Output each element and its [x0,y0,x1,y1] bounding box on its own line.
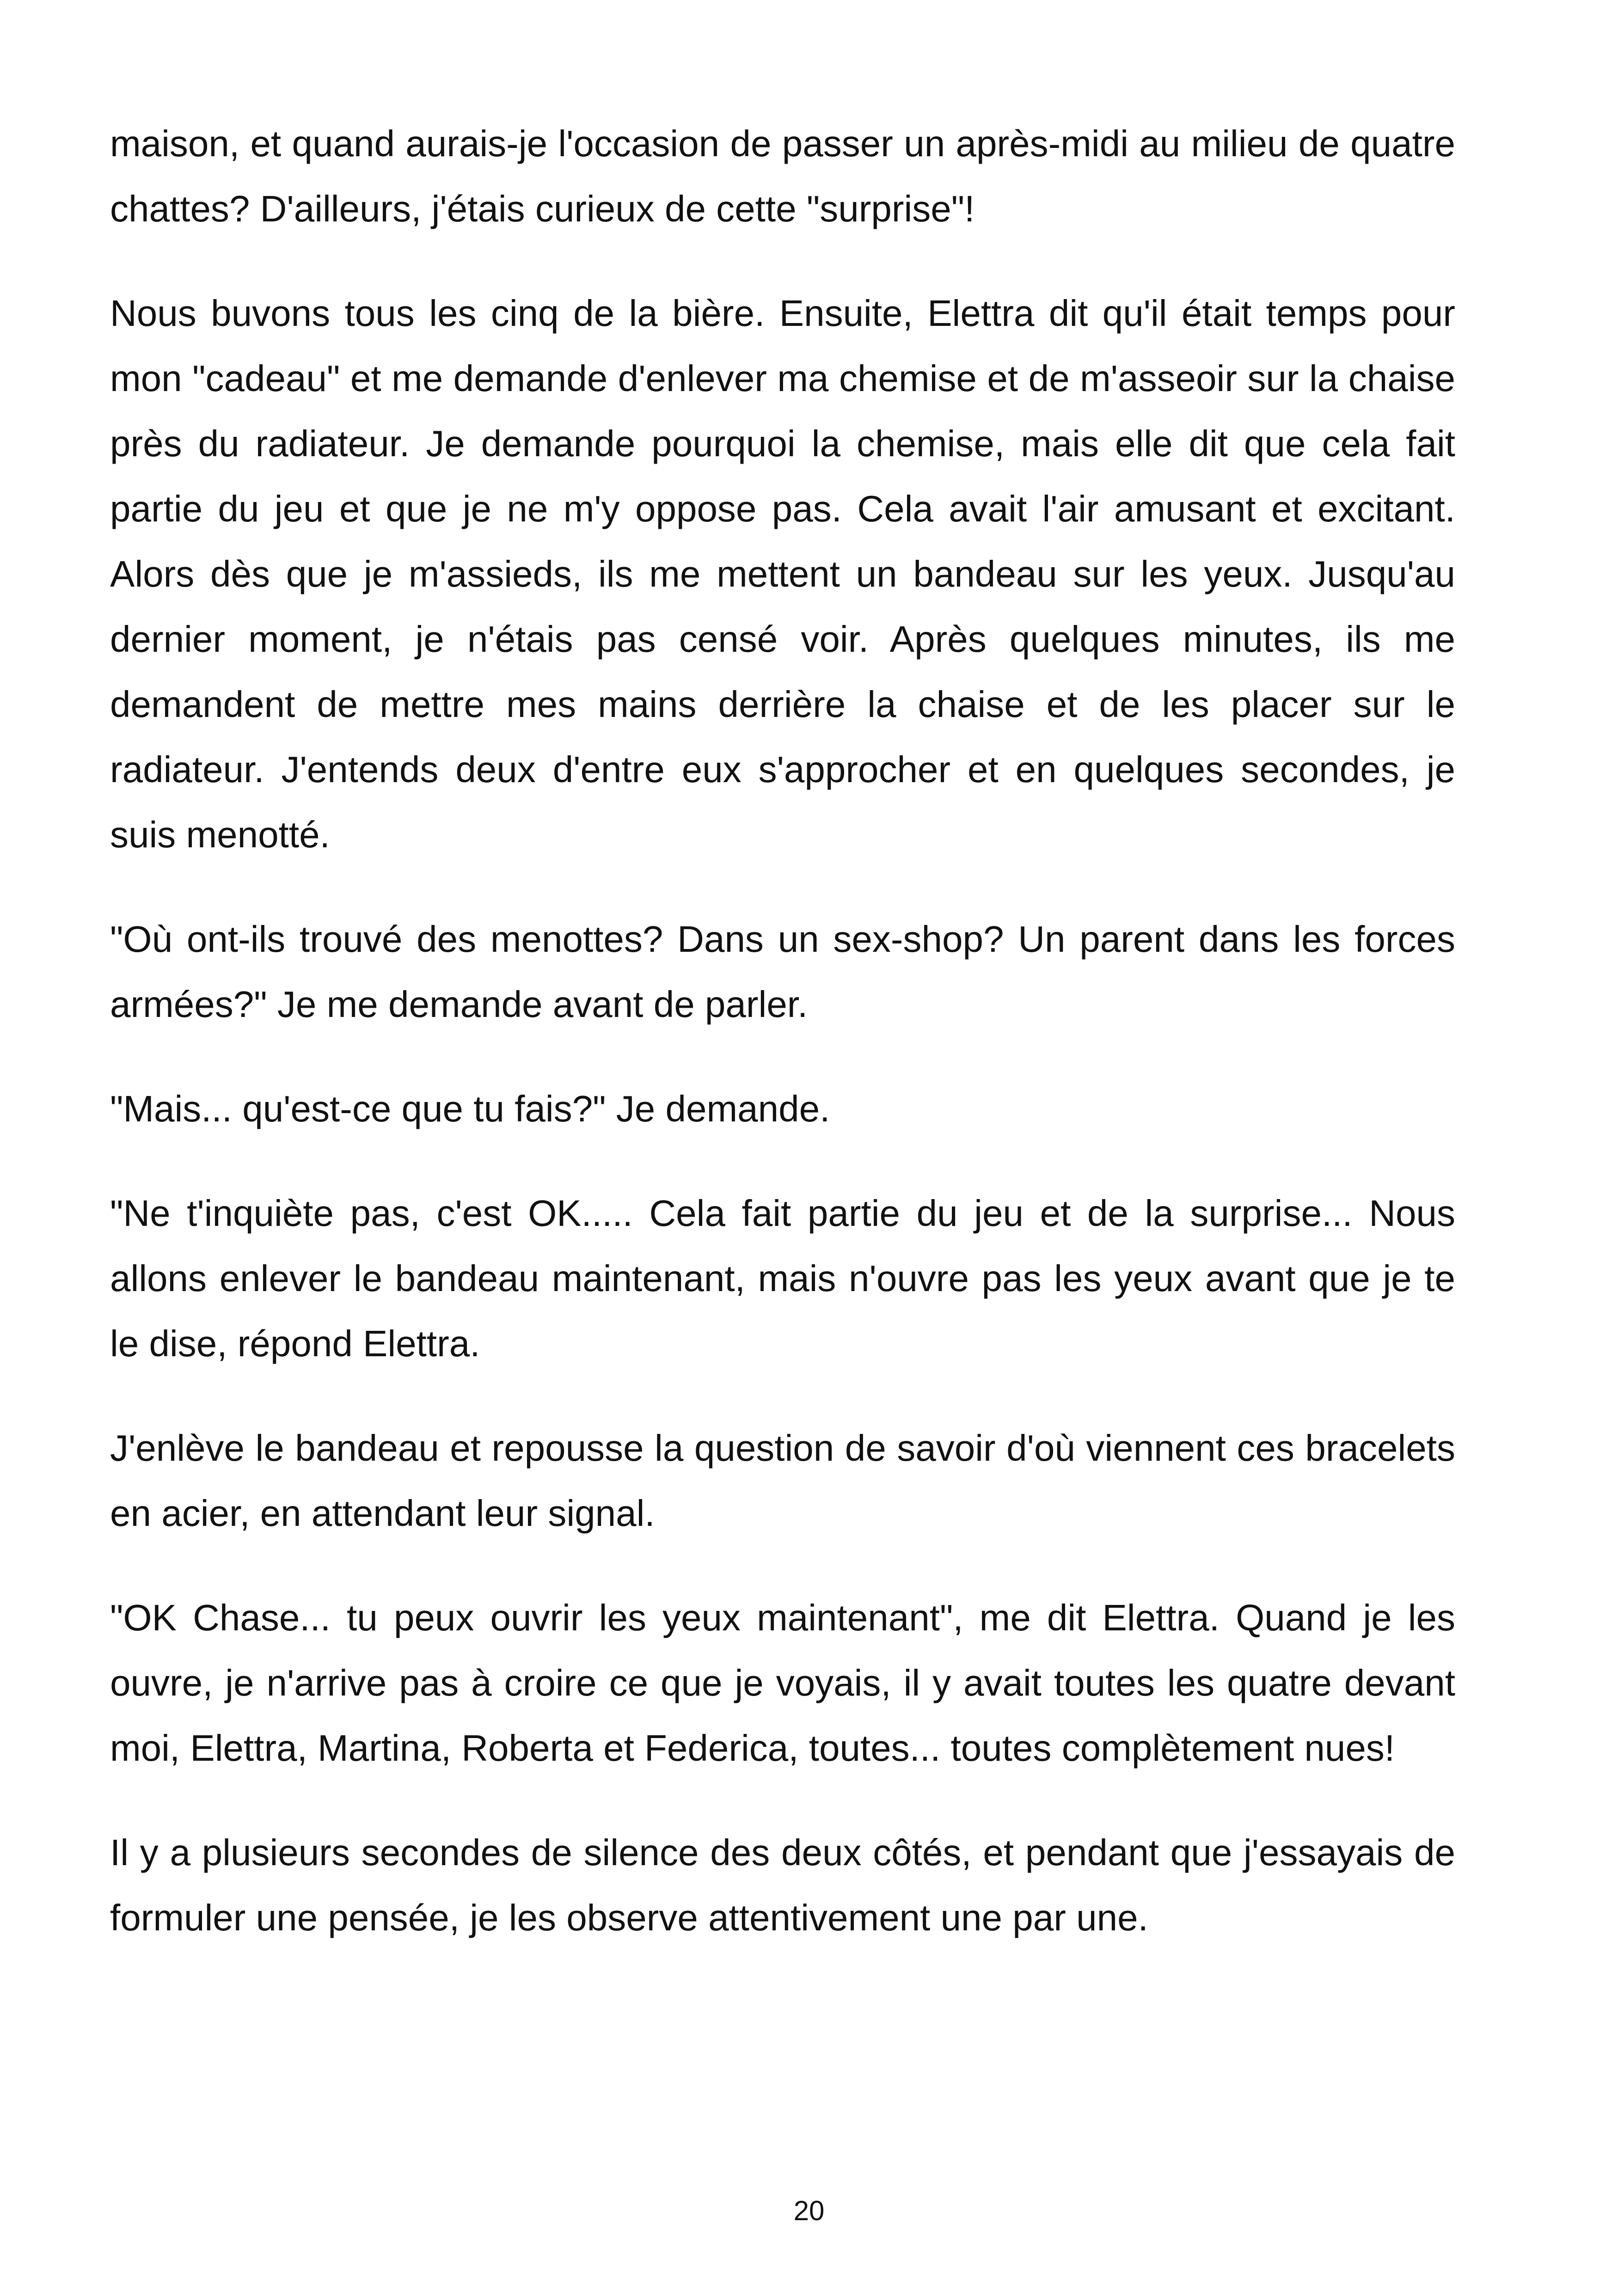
paragraph: "OK Chase... tu peux ouvrir les yeux maintenant", me dit Elettra. Quand je les ouvre, je n'arrive pas à croire ce que je voyais, il y avait toutes les quatre devant moi, Elettra, Martina, Roberta et Federica, toutes... toutes complètement nues! [110,1597,1455,1769]
paragraph: J'enlève le bandeau et repousse la question de savoir d'où viennent ces bracelets en acier, en attendant leur signal. [110,1427,1455,1534]
paragraph: "Mais... qu'est-ce que tu fais?" Je demande. [110,1088,830,1129]
paragraph: "Ne t'inquiète pas, c'est OK..... Cela fait partie du jeu et de la surprise... Nous allons enlever le bandeau maintenant, mais n'ouvre pas les yeux avant que je te le dise, répond Elettra. [110,1193,1455,1364]
paragraph: Il y a plusieurs secondes de silence des deux côtés, et pendant que j'essayais de formuler une pensée, je les observe attentivement une par une. [110,1832,1455,1938]
paragraph: "Où ont-ils trouvé des menottes? Dans un sex-shop? Un parent dans les forces armées?" Je me demande avant de parler. [110,918,1455,1025]
page-body [110,111,1455,1990]
paragraph: Nous buvons tous les cinq de la bière. Ensuite, Elettra dit qu'il était temps pour mon "cadeau" et me demande d'enlever ma chemise et de m'asseoir sur la chaise près du radiateur. Je demande pourquoi la chemise, mais elle dit que cela fait partie du jeu et que je ne m'y oppose pas. Cela avait l'air amusant et excitant. Alors dès que je m'assieds, ils me mettent un bandeau sur les yeux. Jusqu'au dernier moment, je n'étais pas censé voir. Après quelques minutes, ils me demandent de mettre mes mains derrière la chaise et de les placer sur le radiateur. J'entends deux d'entre eux s'approcher et en quelques secondes, je suis menotté. [110,293,1455,855]
paragraph: maison, et quand aurais-je l'occasion de passer un après-midi au milieu de quatre chattes? D'ailleurs, j'étais curieux de cette "surprise"! [110,123,1455,229]
page-number: 20 [793,2195,825,2226]
